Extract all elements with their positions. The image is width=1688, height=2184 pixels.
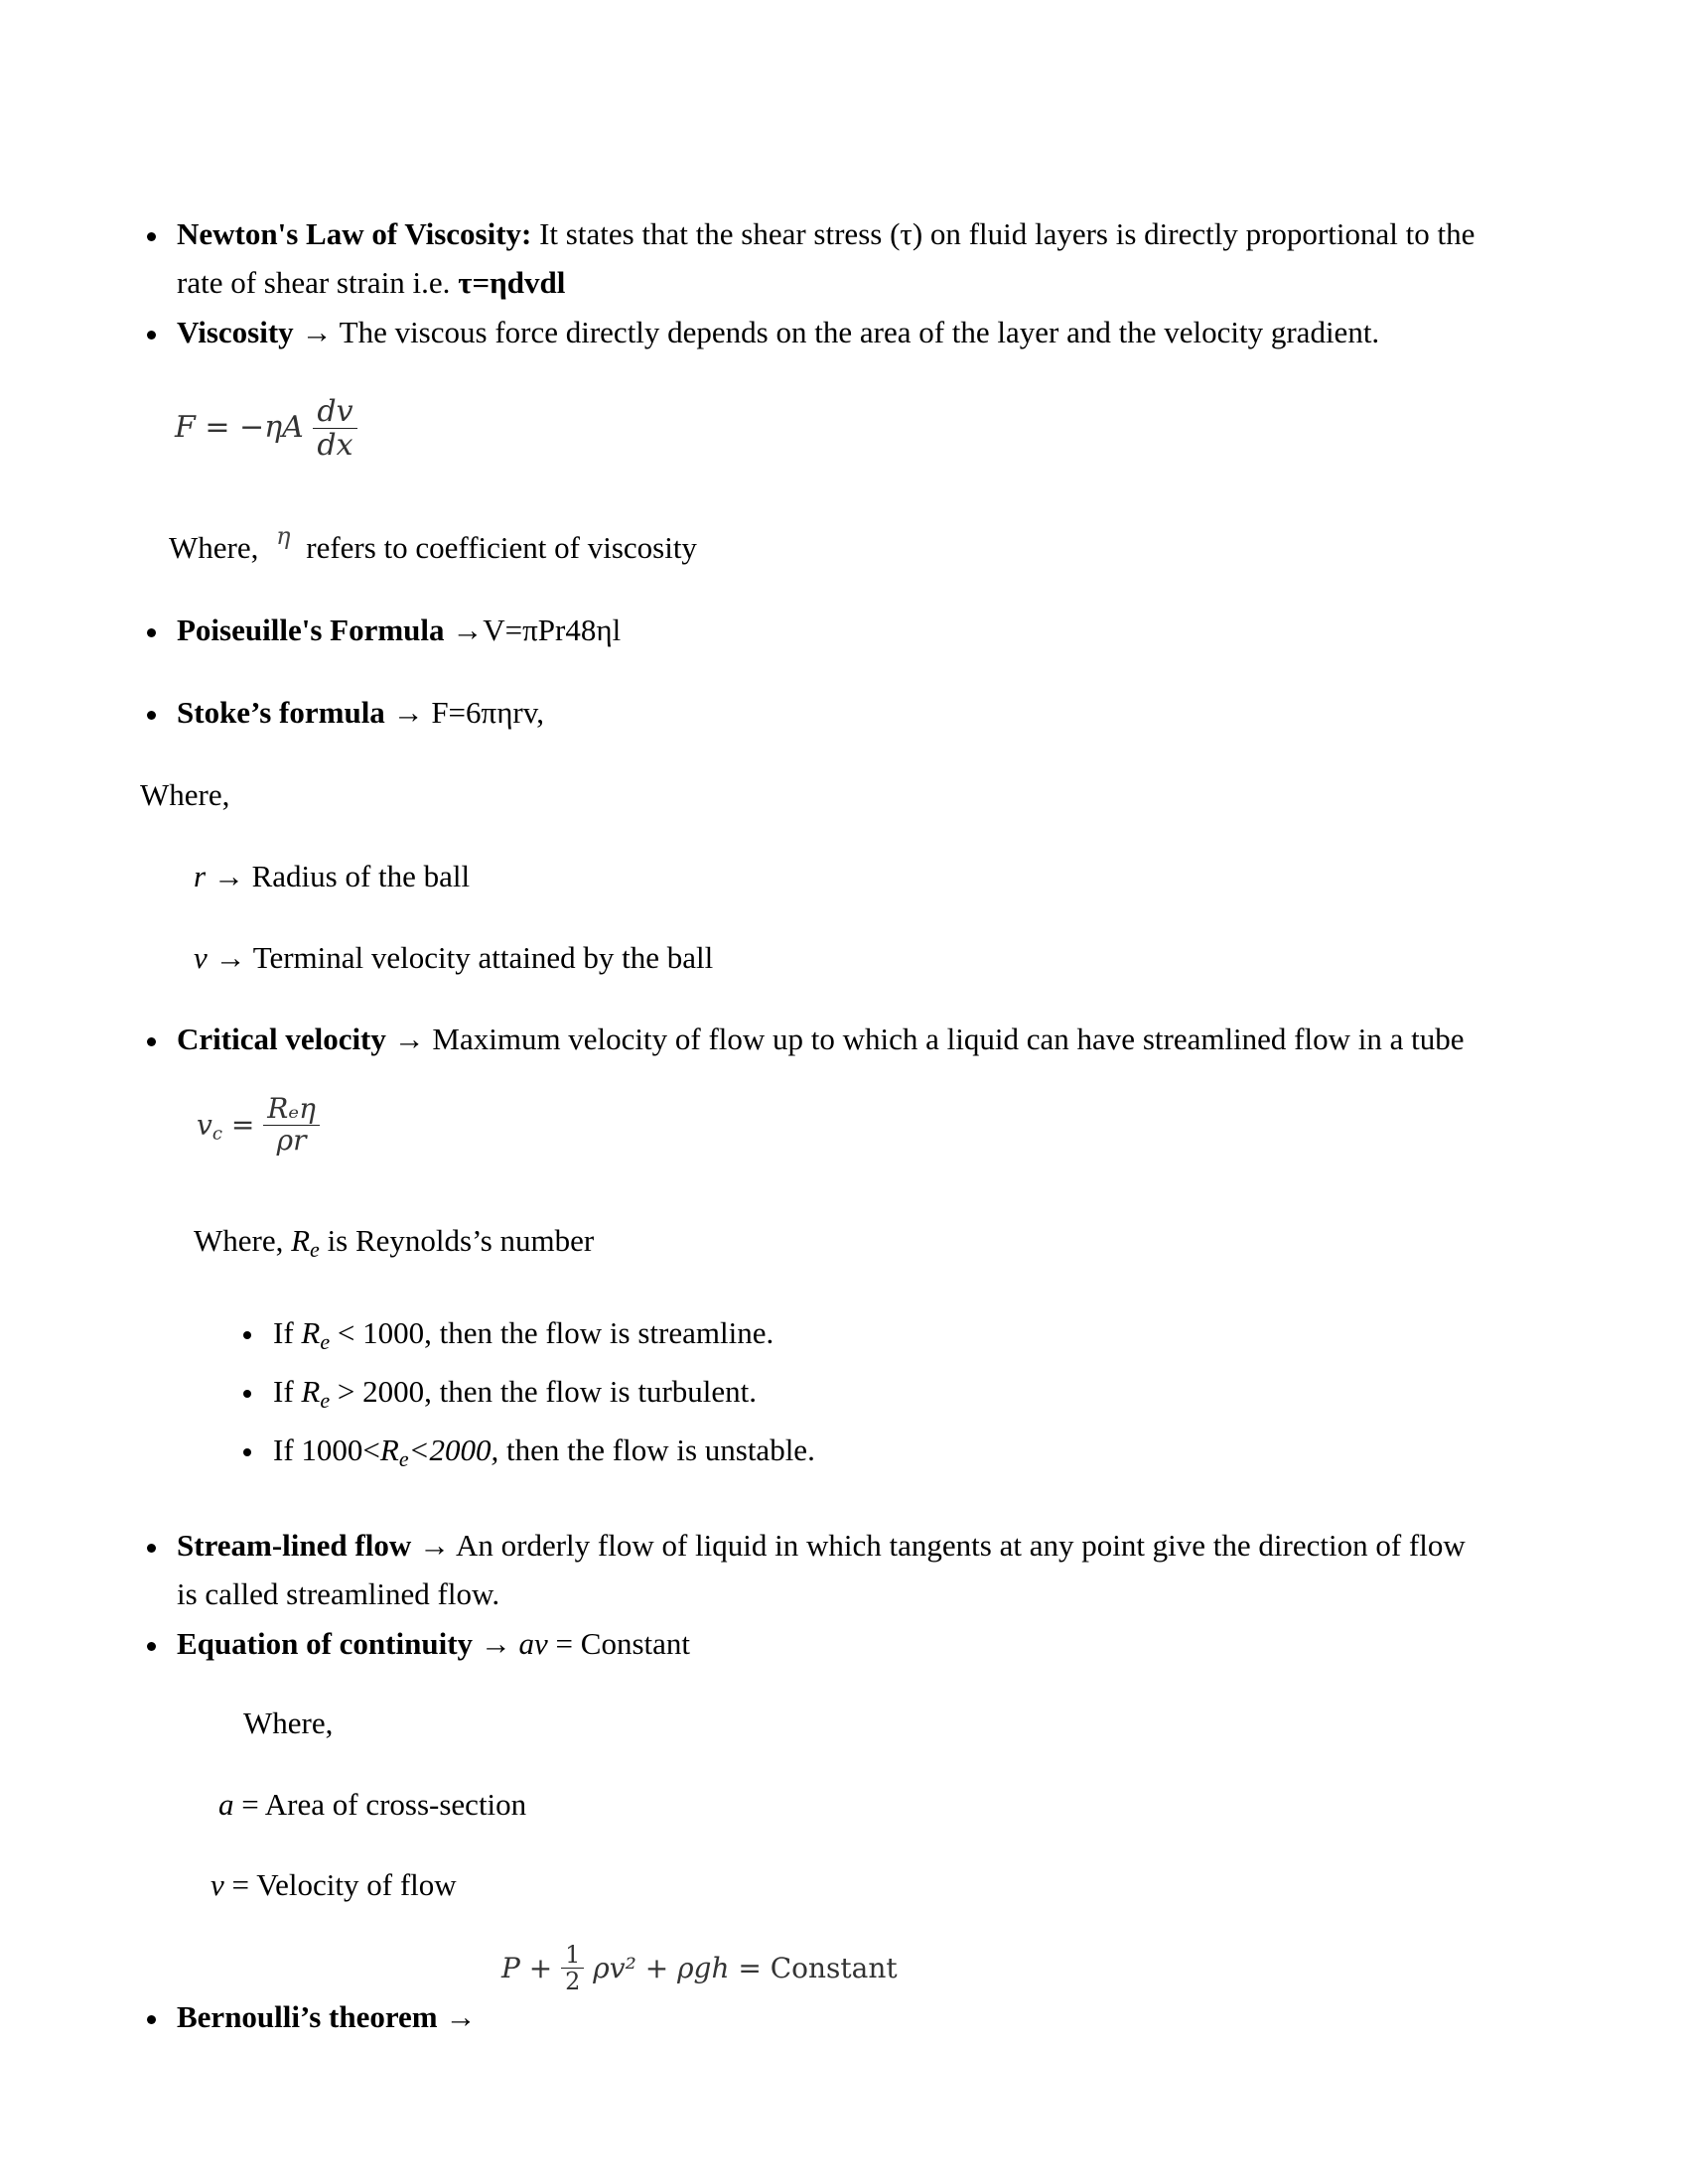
streamlined-text: → An orderly flow of liquid in which tangents at any point give the direction of flow [411, 1528, 1466, 1563]
stokes-v-line [194, 936, 713, 980]
critical-line [177, 1018, 1465, 1061]
where-label: Where, [194, 1223, 292, 1258]
bullet [147, 628, 156, 637]
poiseuille-term: Poiseuille's Formula [177, 613, 445, 647]
v-symbol: v [211, 1867, 224, 1902]
bullet [147, 1037, 156, 1046]
critical-term: Critical velocity [177, 1022, 386, 1056]
sub-bullet [243, 1448, 251, 1456]
r-symbol: r [194, 859, 207, 893]
re-subscript: e [398, 1446, 409, 1471]
viscosity-term: Viscosity [177, 315, 294, 349]
bernoulli-eq-constant: = Constant [729, 1952, 898, 1985]
continuity-text: = Constant [547, 1626, 690, 1661]
stokes-where: Where, [140, 777, 230, 812]
sub-bullet [243, 1331, 251, 1339]
re-symbol: R [301, 1315, 321, 1350]
viscosity-eq-denominator: dx [317, 428, 353, 463]
re-symbol: R [301, 1374, 321, 1409]
newton-law-line2 [177, 261, 565, 305]
critical-where [194, 1219, 594, 1265]
continuity-v-line [211, 1863, 457, 1907]
streamlined-term: Stream-lined flow [177, 1528, 412, 1563]
viscosity-eq-lhs: F = −ηA [175, 410, 304, 446]
newton-law-text-2: rate of shear strain i.e. [177, 265, 459, 300]
bernoulli-eq-terms: ρv² + ρgh [593, 1952, 730, 1985]
condition-text: < 1000, then the flow is streamline. [330, 1315, 774, 1350]
continuity-arrow: → [473, 1626, 519, 1661]
a-text: = Area of cross-section [233, 1787, 527, 1822]
viscosity-equation [175, 395, 357, 462]
bullet [147, 2015, 156, 2024]
v-text: → Terminal velocity attained by the ball [207, 940, 714, 975]
re-subscript: e [320, 1388, 331, 1413]
eta-symbol: η [276, 522, 291, 550]
critical-eq-numerator: Rₑη [263, 1094, 320, 1126]
bernoulli-line [177, 1995, 476, 2039]
bernoulli-eq-fraction [561, 1942, 584, 1995]
critical-eq-lhs: v [197, 1108, 212, 1142]
continuity-a-line [218, 1783, 526, 1827]
condition-text: then the flow is unstable. [498, 1433, 815, 1467]
streamlined-line1 [177, 1524, 1466, 1568]
re-subscript: e [320, 1329, 331, 1354]
bullet [147, 1642, 156, 1651]
poiseuille-text: →V=πPr48ηl [444, 613, 622, 647]
stokes-text: → F=6πηrv, [384, 695, 544, 730]
newton-law-term: Newton's Law of Viscosity: [177, 216, 532, 251]
bernoulli-term: Bernoulli’s theorem [177, 1999, 438, 2034]
bullet [147, 1544, 156, 1553]
bernoulli-eq-numerator: 1 [561, 1942, 584, 1969]
continuity-term: Equation of continuity [177, 1626, 474, 1661]
bernoulli-eq-p: P + [501, 1952, 553, 1985]
continuity-symbol: av [518, 1626, 548, 1661]
continuity-where: Where, [243, 1706, 334, 1740]
condition-turbulent [273, 1370, 757, 1416]
bullet [147, 331, 156, 340]
where-label: Where, [169, 530, 259, 565]
viscosity-eq-fraction [313, 395, 356, 462]
bullet [147, 711, 156, 720]
viscosity-where-text: refers to coefficient of viscosity [298, 530, 697, 565]
condition-prefix: If [273, 1315, 302, 1350]
viscosity-where [169, 522, 697, 570]
a-symbol: a [218, 1787, 234, 1822]
stokes-term: Stoke’s formula [177, 695, 385, 730]
bernoulli-equation [501, 1942, 898, 1995]
newton-law-line1 [177, 212, 1475, 256]
critical-eq-equals: = [221, 1108, 255, 1142]
viscosity-eq-numerator: dv [313, 395, 356, 429]
critical-equation [197, 1094, 320, 1157]
viscosity-line [177, 311, 1379, 354]
re-symbol: R [291, 1223, 311, 1258]
r-text: → Radius of the ball [206, 859, 471, 893]
critical-eq-fraction [263, 1094, 320, 1157]
viscosity-text: → The viscous force directly depends on the area of the layer and the velocity gradient. [293, 315, 1380, 349]
condition-streamline [273, 1311, 774, 1357]
critical-eq-denominator: ρr [276, 1123, 307, 1157]
condition-unstable [273, 1429, 815, 1474]
condition-prefix: If 1000< [273, 1433, 380, 1467]
critical-where-text: is Reynolds’s number [319, 1223, 595, 1258]
bullet [147, 232, 156, 241]
continuity-line [177, 1622, 690, 1666]
v-text: = Velocity of flow [223, 1867, 457, 1902]
newton-law-text: It states that the shear stress (τ) on fluid layers is directly proportional to the [531, 216, 1476, 251]
poiseuille-line [177, 609, 621, 652]
condition-text: > 2000, then the flow is turbulent. [330, 1374, 758, 1409]
critical-eq-lhs-sub: c [211, 1123, 222, 1145]
newton-law-formula: τ=ηdvdl [458, 265, 566, 300]
condition-prefix: If [273, 1374, 302, 1409]
bernoulli-arrow: → [437, 1999, 477, 2034]
re-symbol: R [379, 1433, 399, 1467]
v-symbol: v [194, 940, 208, 975]
re-subscript: e [310, 1237, 320, 1262]
bernoulli-eq-denominator: 2 [565, 1968, 581, 1996]
condition-range: <2000, [408, 1433, 499, 1467]
stokes-r-line [194, 855, 470, 898]
streamlined-line2: is called streamlined flow. [177, 1576, 500, 1611]
sub-bullet [243, 1390, 251, 1398]
stokes-line [177, 691, 544, 735]
critical-text: → Maximum velocity of flow up to which a liquid can have streamlined flow in a tube [385, 1022, 1465, 1056]
